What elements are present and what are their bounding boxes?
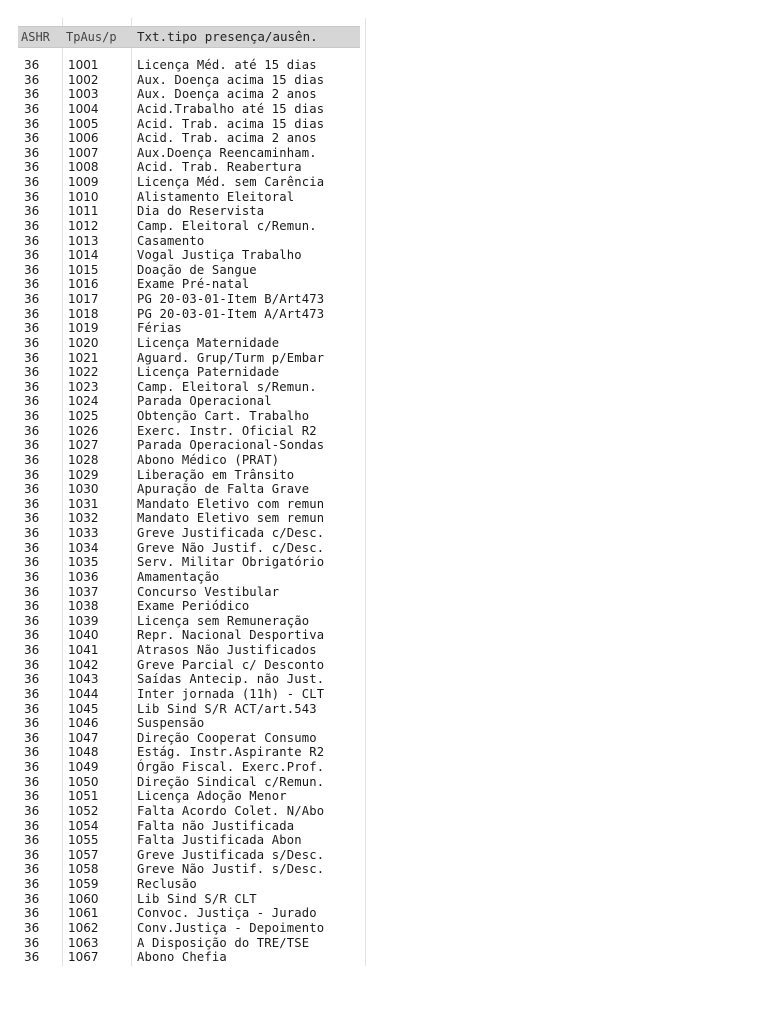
cell-tpaus: 1051: [68, 789, 99, 804]
cell-tpaus: 1031: [68, 496, 99, 511]
cell-ashr: 36: [24, 891, 40, 906]
cell-tpaus: 1016: [68, 277, 99, 292]
table-row[interactable]: [18, 292, 363, 307]
cell-ashr: 36: [24, 306, 40, 321]
table-row[interactable]: [18, 511, 363, 526]
cell-description: Licença Méd. sem Carência: [137, 175, 325, 189]
cell-ashr: 36: [24, 321, 40, 336]
cell-description: Greve Justificada c/Desc.: [137, 526, 325, 540]
table-row[interactable]: [18, 73, 363, 88]
cell-description: Dia do Reservista: [137, 204, 265, 219]
cell-ashr: 36: [24, 555, 40, 570]
table-row[interactable]: [18, 438, 363, 453]
cell-description: Férias: [137, 321, 182, 336]
cell-description: Mandato Eletivo sem remun: [137, 511, 325, 526]
column-header-txt[interactable]: Txt.tipo presença/ausên.: [137, 29, 318, 44]
cell-ashr: 36: [24, 847, 40, 862]
cell-description: Conv.Justiça - Depoimento: [137, 920, 325, 935]
cell-tpaus: 1050: [68, 774, 99, 789]
cell-ashr: 36: [24, 877, 40, 891]
cell-tpaus: 1054: [68, 818, 99, 833]
cell-ashr: 36: [24, 833, 40, 848]
cell-description: Licença Maternidade: [137, 335, 280, 350]
table-row[interactable]: [18, 263, 363, 278]
table-row[interactable]: [18, 614, 363, 629]
cell-tpaus: 1003: [68, 87, 99, 102]
cell-ashr: 36: [24, 175, 40, 189]
table-row[interactable]: [18, 380, 363, 395]
cell-ashr: 36: [24, 409, 40, 423]
cell-tpaus: 1020: [68, 335, 99, 350]
cell-ashr: 36: [24, 569, 40, 584]
cell-ashr: 36: [24, 101, 40, 116]
cell-ashr: 36: [24, 365, 40, 380]
cell-ashr: 36: [24, 335, 40, 350]
cell-ashr: 36: [24, 394, 40, 409]
cell-ashr: 36: [24, 730, 40, 745]
cell-tpaus: 1042: [68, 657, 99, 672]
cell-tpaus: 1061: [68, 906, 99, 921]
cell-description: Obtenção Cart. Trabalho: [137, 409, 310, 423]
cell-tpaus: 1021: [68, 350, 99, 365]
cell-tpaus: 1041: [68, 643, 99, 657]
cell-description: Amamentação: [137, 569, 220, 584]
table-row[interactable]: [18, 175, 363, 190]
table-row[interactable]: [18, 190, 363, 205]
cell-description: Casamento: [137, 233, 205, 248]
table-row[interactable]: [18, 160, 363, 175]
cell-tpaus: 1026: [68, 423, 99, 438]
cell-tpaus: 1011: [68, 204, 99, 219]
table-row[interactable]: [18, 658, 363, 673]
cell-description: Mandato Eletivo com remun: [137, 496, 325, 511]
cell-description: Direção Sindical c/Remun.: [137, 774, 325, 789]
cell-description: Exerc. Instr. Oficial R2: [137, 423, 317, 438]
cell-tpaus: 1060: [68, 891, 99, 906]
cell-description: Abono Chefia: [137, 950, 227, 965]
cell-ashr: 36: [24, 145, 40, 160]
absence-type-table: [18, 18, 368, 966]
cell-ashr: 36: [24, 218, 40, 233]
cell-tpaus: 1048: [68, 745, 99, 760]
table-row[interactable]: [18, 936, 363, 951]
cell-description: Órgão Fiscal. Exerc.Prof.: [137, 760, 325, 774]
table-row[interactable]: [18, 687, 363, 702]
table-row[interactable]: [18, 833, 363, 848]
cell-description: Aux. Doença acima 2 anos: [137, 87, 317, 102]
cell-description: Aguard. Grup/Turm p/Embar: [137, 350, 325, 365]
cell-ashr: 36: [24, 540, 40, 555]
cell-description: Lib Sind S/R CLT: [137, 891, 257, 906]
cell-tpaus: 1005: [68, 116, 99, 131]
cell-description: Greve Parcial c/ Desconto: [137, 657, 325, 672]
table-row[interactable]: [18, 58, 363, 73]
cell-tpaus: 1035: [68, 555, 99, 570]
cell-tpaus: 1012: [68, 218, 99, 233]
cell-ashr: 36: [24, 233, 40, 248]
table-row[interactable]: [18, 585, 363, 600]
cell-tpaus: 1037: [68, 584, 99, 599]
cell-ashr: 36: [24, 745, 40, 760]
table-row[interactable]: [18, 570, 363, 585]
table-row[interactable]: [18, 672, 363, 687]
cell-description: Exame Pré-natal: [137, 277, 250, 292]
cell-ashr: 36: [24, 58, 40, 72]
table-row[interactable]: [18, 862, 363, 877]
cell-tpaus: 1032: [68, 511, 99, 526]
cell-description: Direção Cooperat Consumo: [137, 730, 317, 745]
cell-tpaus: 1034: [68, 540, 99, 555]
cell-description: Doação de Sangue: [137, 262, 257, 277]
table-row[interactable]: [18, 365, 363, 380]
cell-tpaus: 1006: [68, 131, 99, 146]
cell-tpaus: 1062: [68, 920, 99, 935]
table-row[interactable]: [18, 789, 363, 804]
table-row[interactable]: [18, 745, 363, 760]
cell-tpaus: 1040: [68, 628, 99, 643]
cell-ashr: 36: [24, 204, 40, 219]
cell-description: Licença Paternidade: [137, 365, 280, 380]
table-row[interactable]: [18, 526, 363, 541]
cell-description: Acid. Trab. acima 2 anos: [137, 131, 317, 146]
cell-ashr: 36: [24, 599, 40, 614]
cell-description: Greve Justificada s/Desc.: [137, 847, 325, 862]
table-row[interactable]: [18, 321, 363, 336]
cell-tpaus: 1043: [68, 672, 99, 687]
cell-tpaus: 1063: [68, 935, 99, 950]
cell-ashr: 36: [24, 760, 40, 774]
cell-description: Licença Adoção Menor: [137, 789, 287, 804]
cell-ashr: 36: [24, 379, 40, 394]
cell-description: Convoc. Justiça - Jurado: [137, 906, 317, 921]
cell-ashr: 36: [24, 628, 40, 643]
cell-tpaus: 1044: [68, 686, 99, 701]
cell-description: Falta Justificada Abon: [137, 833, 302, 848]
cell-description: Reclusão: [137, 877, 197, 891]
table-row[interactable]: [18, 307, 363, 322]
column-header-ashr[interactable]: ASHR: [21, 30, 50, 44]
cell-tpaus: 1018: [68, 306, 99, 321]
cell-tpaus: 1027: [68, 438, 99, 453]
cell-ashr: 36: [24, 774, 40, 789]
table-row[interactable]: [18, 702, 363, 717]
cell-ashr: 36: [24, 701, 40, 716]
table-row[interactable]: [18, 277, 363, 292]
cell-description: PG 20-03-01-Item A/Art473: [137, 306, 325, 321]
table-row[interactable]: [18, 892, 363, 907]
table-row[interactable]: [18, 409, 363, 424]
cell-description: Saídas Antecip. não Just.: [137, 672, 325, 687]
cell-ashr: 36: [24, 584, 40, 599]
table-row[interactable]: [18, 906, 363, 921]
cell-description: Alistamento Eleitoral: [137, 189, 295, 204]
cell-tpaus: 1002: [68, 72, 99, 87]
cell-tpaus: 1024: [68, 394, 99, 409]
cell-description: Lib Sind S/R ACT/art.543: [137, 701, 317, 716]
cell-ashr: 36: [24, 482, 40, 497]
table-row[interactable]: [18, 731, 363, 746]
table-row[interactable]: [18, 628, 363, 643]
cell-ashr: 36: [24, 423, 40, 438]
cell-tpaus: 1029: [68, 467, 99, 482]
cell-description: Aux.Doença Reencaminham.: [137, 145, 317, 160]
cell-ashr: 36: [24, 292, 40, 306]
cell-description: Inter jornada (11h) - CLT: [137, 686, 325, 701]
cell-description: Acid. Trab. Reabertura: [137, 160, 302, 175]
cell-ashr: 36: [24, 862, 40, 877]
cell-description: Liberação em Trânsito: [137, 467, 295, 482]
cell-tpaus: 1017: [68, 292, 99, 306]
table-body: [18, 58, 363, 965]
cell-ashr: 36: [24, 950, 40, 965]
cell-description: Greve Não Justif. s/Desc.: [137, 862, 325, 877]
cell-tpaus: 1023: [68, 379, 99, 394]
cell-description: Acid. Trab. acima 15 dias: [137, 116, 325, 131]
cell-tpaus: 1013: [68, 233, 99, 248]
cell-ashr: 36: [24, 116, 40, 131]
column-divider: [365, 18, 366, 966]
table-row[interactable]: [18, 877, 363, 892]
cell-ashr: 36: [24, 72, 40, 87]
cell-ashr: 36: [24, 935, 40, 950]
table-row[interactable]: [18, 555, 363, 570]
cell-ashr: 36: [24, 277, 40, 292]
cell-description: A Disposição do TRE/TSE: [137, 935, 310, 950]
table-row[interactable]: [18, 248, 363, 263]
cell-ashr: 36: [24, 526, 40, 540]
cell-description: Camp. Eleitoral c/Remun.: [137, 218, 317, 233]
cell-description: Falta não Justificada: [137, 818, 295, 833]
table-row[interactable]: [18, 394, 363, 409]
cell-description: Apuração de Falta Grave: [137, 482, 310, 497]
cell-tpaus: 1004: [68, 101, 99, 116]
cell-tpaus: 1057: [68, 847, 99, 862]
cell-tpaus: 1033: [68, 526, 99, 540]
cell-description: Atrasos Não Justificados: [137, 643, 317, 657]
cell-description: Exame Periódico: [137, 599, 250, 614]
cell-ashr: 36: [24, 248, 40, 263]
cell-description: Estág. Instr.Aspirante R2: [137, 745, 325, 760]
table-row[interactable]: [18, 599, 363, 614]
cell-ashr: 36: [24, 350, 40, 365]
cell-tpaus: 1030: [68, 482, 99, 497]
cell-tpaus: 1039: [68, 613, 99, 628]
cell-tpaus: 1045: [68, 701, 99, 716]
cell-description: Greve Não Justif. c/Desc.: [137, 540, 325, 555]
table-row[interactable]: [18, 804, 363, 819]
cell-description: Licença Méd. até 15 dias: [137, 58, 317, 72]
table-row[interactable]: [18, 541, 363, 556]
table-row[interactable]: [18, 950, 363, 965]
cell-tpaus: 1014: [68, 248, 99, 263]
cell-ashr: 36: [24, 511, 40, 526]
table-row[interactable]: [18, 482, 363, 497]
cell-description: PG 20-03-01-Item B/Art473: [137, 292, 325, 306]
cell-ashr: 36: [24, 686, 40, 701]
table-row[interactable]: [18, 424, 363, 439]
cell-ashr: 36: [24, 657, 40, 672]
cell-description: Parada Operacional-Sondas: [137, 438, 325, 453]
cell-tpaus: 1036: [68, 569, 99, 584]
column-header-tpaus[interactable]: TpAus/p: [66, 30, 117, 44]
cell-ashr: 36: [24, 643, 40, 657]
table-row[interactable]: [18, 643, 363, 658]
cell-tpaus: 1067: [68, 950, 99, 965]
table-row[interactable]: [18, 117, 363, 132]
table-row[interactable]: [18, 336, 363, 351]
cell-ashr: 36: [24, 496, 40, 511]
cell-tpaus: 1025: [68, 409, 99, 423]
cell-tpaus: 1015: [68, 262, 99, 277]
cell-ashr: 36: [24, 789, 40, 804]
table-row[interactable]: [18, 351, 363, 366]
cell-description: Abono Médico (PRAT): [137, 452, 280, 467]
table-row[interactable]: [18, 775, 363, 790]
cell-ashr: 36: [24, 189, 40, 204]
cell-tpaus: 1022: [68, 365, 99, 380]
cell-description: Parada Operacional: [137, 394, 272, 409]
cell-ashr: 36: [24, 87, 40, 102]
cell-tpaus: 1001: [68, 58, 99, 72]
table-row[interactable]: [18, 146, 363, 161]
cell-description: Serv. Militar Obrigatório: [137, 555, 325, 570]
table-row[interactable]: [18, 204, 363, 219]
cell-tpaus: 1007: [68, 145, 99, 160]
cell-description: Suspensão: [137, 716, 205, 731]
cell-ashr: 36: [24, 613, 40, 628]
cell-ashr: 36: [24, 262, 40, 277]
table-row[interactable]: [18, 848, 363, 863]
cell-description: Acid.Trabalho até 15 dias: [137, 101, 325, 116]
table-row[interactable]: [18, 131, 363, 146]
table-row[interactable]: [18, 468, 363, 483]
cell-tpaus: 1010: [68, 189, 99, 204]
cell-description: Repr. Nacional Desportiva: [137, 628, 325, 643]
cell-description: Vogal Justiça Trabalho: [137, 248, 302, 263]
table-row[interactable]: [18, 87, 363, 102]
table-row[interactable]: [18, 819, 363, 834]
cell-ashr: 36: [24, 160, 40, 175]
cell-tpaus: 1059: [68, 877, 99, 891]
table-row[interactable]: [18, 234, 363, 249]
table-header-row: [18, 26, 360, 48]
cell-ashr: 36: [24, 131, 40, 146]
cell-description: Falta Acordo Colet. N/Abo: [137, 803, 325, 818]
table-row[interactable]: [18, 102, 363, 117]
table-row[interactable]: [18, 453, 363, 468]
cell-ashr: 36: [24, 467, 40, 482]
cell-tpaus: 1008: [68, 160, 99, 175]
table-row[interactable]: [18, 716, 363, 731]
table-row[interactable]: [18, 760, 363, 775]
cell-description: Licença sem Remuneração: [137, 613, 310, 628]
cell-tpaus: 1047: [68, 730, 99, 745]
cell-tpaus: 1009: [68, 175, 99, 189]
cell-tpaus: 1049: [68, 760, 99, 774]
cell-tpaus: 1052: [68, 803, 99, 818]
cell-description: Camp. Eleitoral s/Remun.: [137, 379, 317, 394]
cell-ashr: 36: [24, 672, 40, 687]
cell-ashr: 36: [24, 803, 40, 818]
cell-tpaus: 1046: [68, 716, 99, 731]
cell-ashr: 36: [24, 920, 40, 935]
table-row[interactable]: [18, 497, 363, 512]
cell-tpaus: 1038: [68, 599, 99, 614]
cell-tpaus: 1019: [68, 321, 99, 336]
table-row[interactable]: [18, 921, 363, 936]
cell-tpaus: 1055: [68, 833, 99, 848]
cell-ashr: 36: [24, 438, 40, 453]
cell-tpaus: 1058: [68, 862, 99, 877]
cell-description: Concurso Vestibular: [137, 584, 280, 599]
table-row[interactable]: [18, 219, 363, 234]
cell-ashr: 36: [24, 452, 40, 467]
cell-ashr: 36: [24, 716, 40, 731]
cell-description: Aux. Doença acima 15 dias: [137, 72, 325, 87]
cell-tpaus: 1028: [68, 452, 99, 467]
cell-ashr: 36: [24, 906, 40, 921]
cell-ashr: 36: [24, 818, 40, 833]
